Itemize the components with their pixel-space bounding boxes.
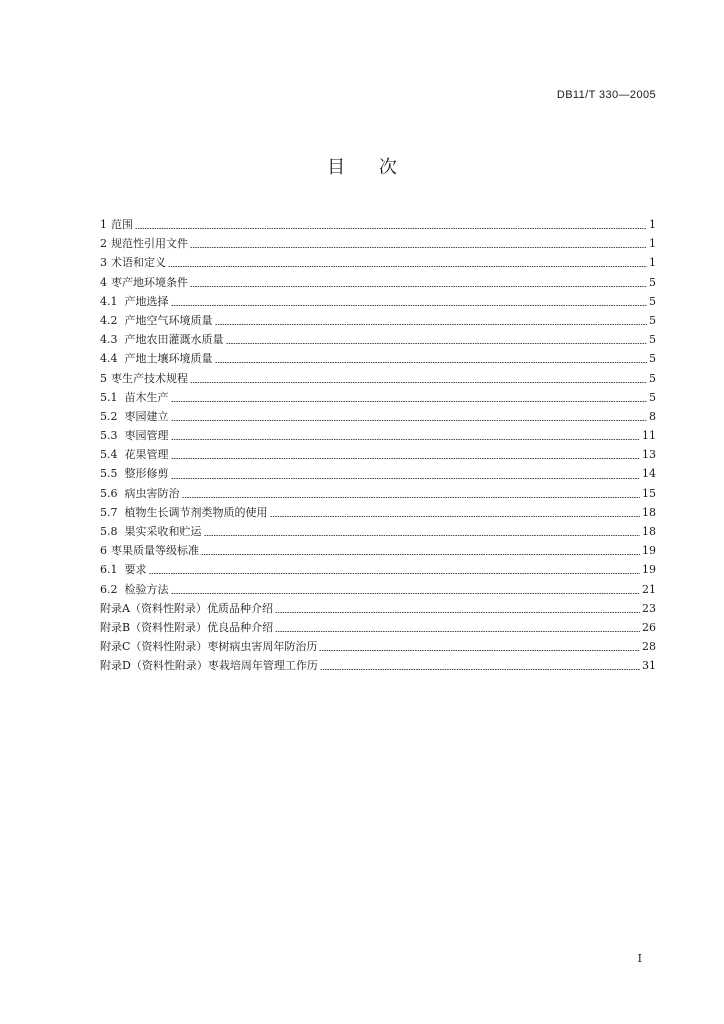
toc-entry[interactable] bbox=[100, 637, 656, 656]
dot-leader bbox=[171, 593, 641, 594]
toc-entry[interactable] bbox=[100, 311, 656, 330]
toc-entry-page: 13 bbox=[642, 448, 656, 462]
toc-entry[interactable] bbox=[100, 503, 656, 522]
toc-entry-page: 19 bbox=[642, 544, 656, 558]
toc-entry[interactable] bbox=[100, 580, 656, 599]
toc-entry-page: 5 bbox=[649, 371, 656, 385]
toc-entry-number: 5 bbox=[100, 371, 107, 385]
dot-leader bbox=[270, 516, 641, 517]
toc-entry-page: 5 bbox=[649, 294, 656, 308]
toc-entry-number: 5.1 bbox=[100, 390, 118, 404]
document-code: DB11/T 330—2005 bbox=[556, 89, 656, 101]
dot-leader bbox=[171, 420, 648, 421]
toc-entry-page: 11 bbox=[642, 429, 656, 443]
toc-entry-number: 4.2 bbox=[100, 313, 118, 327]
toc-entry-label: 枣产地环境条件 bbox=[111, 275, 188, 289]
toc-entry[interactable] bbox=[100, 484, 656, 503]
toc-entry-page: 1 bbox=[649, 218, 656, 231]
toc-entry-label: 枣园建立 bbox=[124, 409, 169, 423]
toc-entry-page: 5 bbox=[649, 333, 656, 347]
dot-leader bbox=[204, 535, 641, 536]
toc-entry-page: 21 bbox=[642, 582, 656, 596]
toc-entry-number: 5.6 bbox=[100, 486, 118, 500]
toc-entry-page: 5 bbox=[649, 352, 656, 366]
toc-entry[interactable] bbox=[100, 292, 656, 311]
toc-entry[interactable] bbox=[100, 445, 656, 464]
dot-leader bbox=[320, 669, 640, 670]
toc-entry-page: 31 bbox=[642, 659, 656, 673]
toc-entry-label: 范围 bbox=[111, 218, 133, 231]
dot-leader bbox=[319, 650, 640, 651]
dot-leader bbox=[190, 382, 647, 383]
toc-entry-label: 花果管理 bbox=[124, 448, 169, 462]
toc-entry-label: 果实采收和贮运 bbox=[124, 525, 202, 538]
toc-entry[interactable] bbox=[100, 388, 656, 407]
toc-entry-label: 产地选择 bbox=[124, 294, 169, 308]
toc-entry[interactable] bbox=[100, 330, 656, 349]
toc-entry-label: 附录A（资料性附录）优质品种介绍 bbox=[100, 601, 273, 615]
toc-entry-page: 28 bbox=[642, 640, 656, 654]
toc-entry-label: 附录D（资料性附录）枣栽培周年管理工作历 bbox=[100, 659, 318, 673]
toc-entry-number: 5.4 bbox=[100, 448, 118, 462]
toc-entry-label: 枣生产技术规程 bbox=[111, 371, 188, 385]
toc-entry-number: 4 bbox=[100, 275, 107, 289]
toc-entry-page: 15 bbox=[642, 486, 656, 500]
toc-entry-label: 产地空气环境质量 bbox=[124, 313, 213, 327]
toc-entry[interactable] bbox=[100, 656, 656, 675]
toc-entry[interactable] bbox=[100, 273, 656, 292]
dot-leader bbox=[190, 286, 647, 287]
toc-entry[interactable] bbox=[100, 215, 656, 234]
toc-entry[interactable] bbox=[100, 560, 656, 579]
toc-entry-label: 术语和定义 bbox=[111, 256, 166, 270]
toc-entry-page: 18 bbox=[642, 525, 656, 538]
toc-entry-number: 5.3 bbox=[100, 429, 118, 443]
dot-leader bbox=[168, 266, 647, 267]
toc-entry-page: 19 bbox=[642, 563, 656, 577]
toc-entry[interactable] bbox=[100, 253, 656, 272]
toc-entry[interactable] bbox=[100, 426, 656, 445]
dot-leader bbox=[171, 439, 641, 440]
dot-leader bbox=[226, 343, 648, 344]
dot-leader bbox=[171, 305, 648, 306]
toc-entry-page: 23 bbox=[642, 601, 656, 615]
dot-leader bbox=[201, 554, 640, 555]
dot-leader bbox=[171, 401, 648, 402]
dot-leader bbox=[135, 228, 647, 229]
toc-entry-label: 规范性引用文件 bbox=[111, 237, 188, 251]
toc-entry-label: 产地农田灌溉水质量 bbox=[124, 333, 224, 347]
toc-entry[interactable] bbox=[100, 369, 656, 388]
toc-entry[interactable] bbox=[100, 541, 656, 560]
toc-entry-label: 植物生长调节剂类物质的使用 bbox=[124, 505, 268, 519]
toc-entry-page: 5 bbox=[649, 313, 656, 327]
toc-entry[interactable] bbox=[100, 522, 656, 541]
toc-entry-number: 3 bbox=[100, 256, 107, 270]
toc-entry-label: 要求 bbox=[124, 563, 147, 577]
toc-entry-label: 检验方法 bbox=[124, 582, 169, 596]
toc-entry-label: 产地土壤环境质量 bbox=[124, 352, 213, 366]
toc-entry-number: 6.1 bbox=[100, 563, 118, 577]
toc-entry-label: 附录B（资料性附录）优良品种介绍 bbox=[100, 620, 274, 634]
toc-entry-number: 4.1 bbox=[100, 294, 118, 308]
toc-entry-page: 1 bbox=[649, 256, 656, 270]
toc-entry-number: 4.4 bbox=[100, 352, 118, 366]
dot-leader bbox=[275, 631, 640, 632]
toc-entry-page: 26 bbox=[642, 620, 656, 634]
toc-entry[interactable] bbox=[100, 599, 656, 618]
toc-entry-label: 病虫害防治 bbox=[124, 486, 180, 500]
toc-entry-label: 附录C（资料性附录）枣树病虫害周年防治历 bbox=[100, 640, 318, 654]
toc-entry-label: 整形修剪 bbox=[124, 467, 169, 481]
dot-leader bbox=[171, 458, 641, 459]
toc-entry-number: 5.7 bbox=[100, 505, 118, 519]
dot-leader bbox=[182, 497, 641, 498]
toc-entry[interactable] bbox=[100, 407, 656, 426]
toc-entry-page: 18 bbox=[642, 505, 656, 519]
toc-entry-page: 5 bbox=[649, 390, 656, 404]
toc-entry-number: 1 bbox=[100, 218, 107, 231]
toc-entry-page: 14 bbox=[642, 467, 656, 481]
toc-entry-label: 枣果质量等级标准 bbox=[111, 544, 199, 558]
toc-entry-number: 6 bbox=[100, 544, 107, 558]
dot-leader bbox=[215, 362, 648, 363]
toc-entry-label: 苗木生产 bbox=[124, 390, 169, 404]
toc-entry-label: 枣园管理 bbox=[124, 429, 169, 443]
toc-entry-page: 1 bbox=[649, 237, 656, 251]
toc-entry-page: 5 bbox=[649, 275, 656, 289]
toc-entry-number: 6.2 bbox=[100, 582, 118, 596]
page-title: 目 次 bbox=[327, 157, 411, 178]
toc-entry[interactable] bbox=[100, 618, 656, 637]
dot-leader bbox=[171, 478, 641, 479]
page-number: I bbox=[637, 952, 642, 965]
dot-leader bbox=[215, 324, 648, 325]
toc-entry-page: 8 bbox=[649, 409, 656, 423]
toc-entry[interactable] bbox=[100, 464, 656, 483]
toc-entry-number: 5.8 bbox=[100, 525, 118, 538]
toc-entry-number: 5.5 bbox=[100, 467, 118, 481]
dot-leader bbox=[275, 612, 640, 613]
dot-leader bbox=[149, 573, 641, 574]
toc-entry-number: 4.3 bbox=[100, 333, 118, 347]
toc-entry[interactable] bbox=[100, 234, 656, 253]
toc-entry[interactable] bbox=[100, 349, 656, 368]
table-of-contents bbox=[100, 215, 656, 676]
dot-leader bbox=[190, 247, 647, 248]
toc-entry-number: 2 bbox=[100, 237, 107, 251]
toc-entry-number: 5.2 bbox=[100, 409, 118, 423]
